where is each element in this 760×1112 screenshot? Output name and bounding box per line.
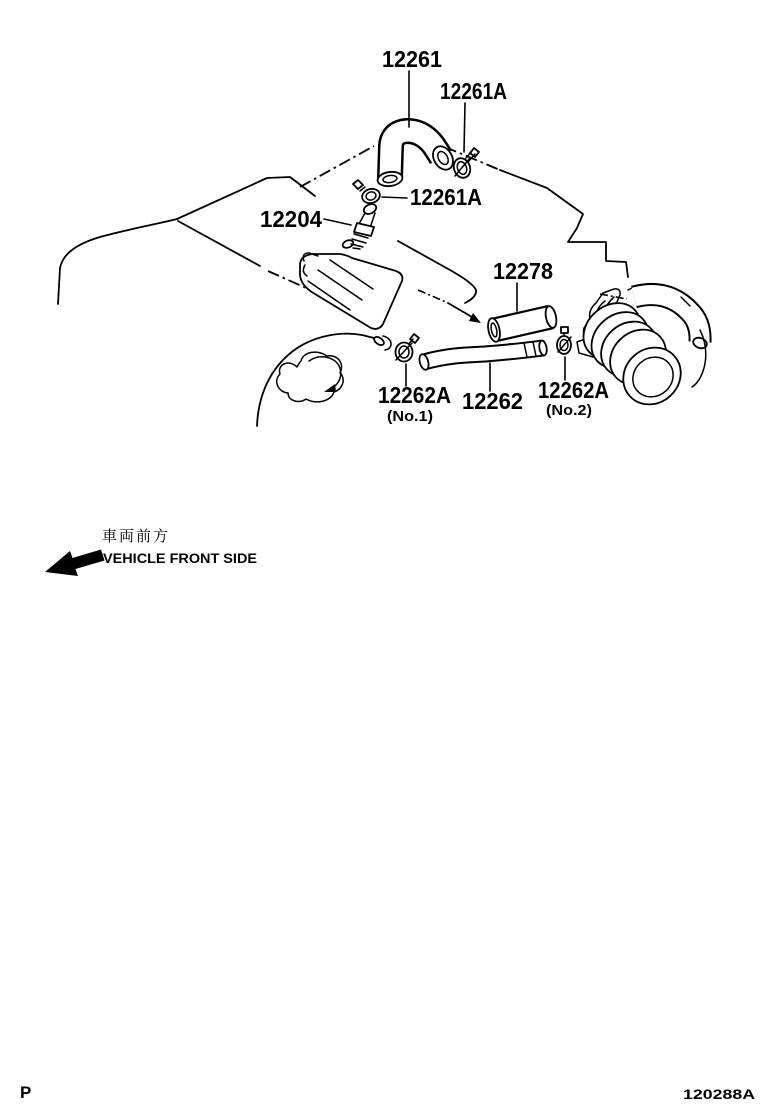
vehicle-front-label-en: VEHICLE FRONT SIDE [103, 551, 257, 566]
flow-arrow-phantom [418, 290, 446, 302]
part-label-12278[interactable]: 12278 [493, 258, 554, 284]
flow-arrow [418, 290, 481, 323]
part-label-12204[interactable]: 12204 [260, 206, 323, 232]
part-label-12262a-no2-sub: (No.2) [546, 402, 592, 419]
clamp-12261a-upper [451, 148, 479, 180]
clamp-12261a-lower [353, 180, 382, 205]
vehicle-front-arrow-icon [45, 550, 105, 577]
engine-left-curve [58, 219, 177, 304]
footer-figure-code: 120288A [683, 1086, 755, 1102]
hose-12261 [377, 131, 457, 188]
clamp-ring [360, 187, 381, 205]
part-label-12262a-no1[interactable]: 12262A [378, 382, 451, 408]
vertex-diagonal-solid [178, 221, 260, 266]
hose-12262 [418, 340, 548, 371]
hose-12278-inner [494, 317, 551, 330]
clamp-bolt-head [353, 180, 363, 189]
part-label-12262a-no1-sub: (No.1) [387, 408, 433, 425]
vehicle-front-note [45, 527, 257, 576]
clamp-bolt-head [561, 327, 568, 333]
part-labels [260, 46, 609, 425]
leader-12204 [324, 219, 351, 225]
hose-12278 [486, 305, 558, 343]
footer-page-code: P [20, 1083, 32, 1102]
pcv-valve-12204 [351, 202, 378, 249]
valve-tip [353, 248, 360, 249]
valve-cover-outline [300, 254, 402, 329]
oil-cap-swirl [309, 357, 341, 390]
clamp-12262a-no1 [396, 334, 420, 362]
phantom-line-left-of-hose [300, 146, 374, 187]
vent-stub [373, 335, 391, 350]
oil-cap-detail [277, 352, 343, 402]
clamp-12262a-no2 [557, 327, 571, 354]
engine-inner-right-boundary [398, 241, 476, 303]
part-label-12261[interactable]: 12261 [382, 46, 443, 72]
engine-bottom-outline [257, 334, 374, 426]
leader-12261a-upper [464, 103, 465, 152]
part-label-12262a-no2[interactable]: 12262A [538, 377, 609, 403]
vent-stub-opening [373, 335, 386, 347]
valve-stem-right [371, 213, 375, 225]
flow-arrow-shaft [448, 303, 472, 317]
part-label-12261a-lower[interactable]: 12261A [410, 184, 482, 210]
oil-cap-swirl-arrowhead [324, 384, 336, 392]
footer [20, 1083, 755, 1102]
part-label-12261a-upper[interactable]: 12261A [440, 78, 507, 104]
vehicle-front-label-jp: 車両前方 [102, 528, 171, 545]
leader-12261a-lower [382, 197, 407, 198]
flow-arrowhead [469, 313, 481, 323]
valve-cover [300, 239, 402, 329]
valve-stem-left [359, 213, 365, 224]
part-label-12262[interactable]: 12262 [462, 388, 523, 414]
